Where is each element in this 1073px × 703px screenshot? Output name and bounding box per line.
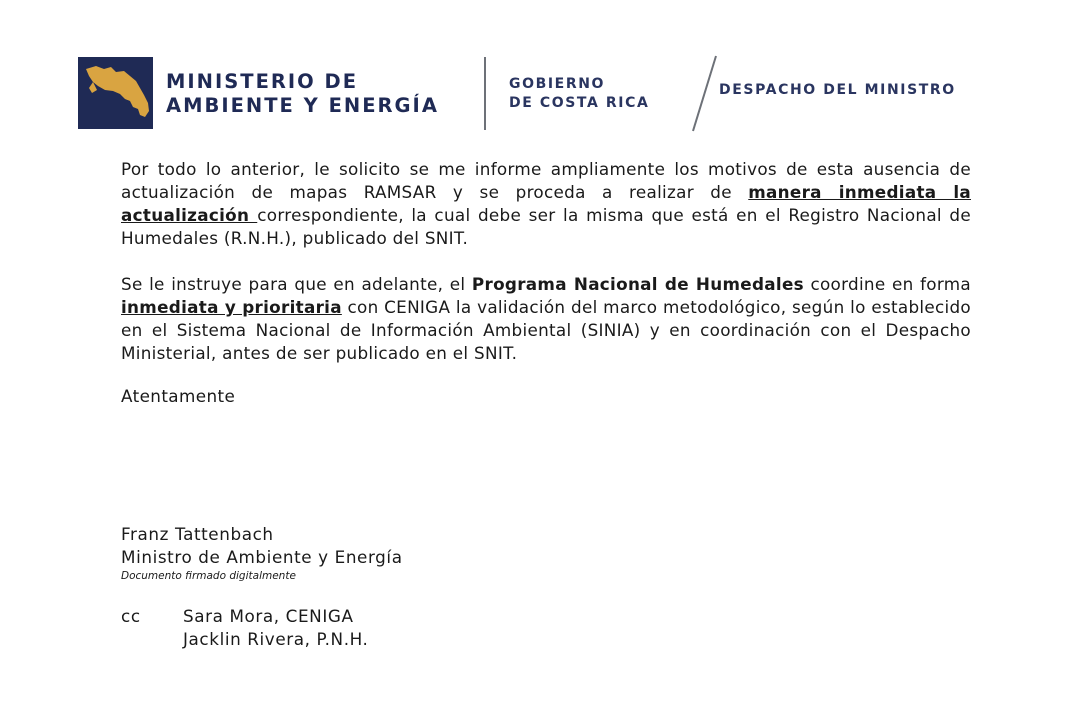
gov-line-1: GOBIERNO [509, 76, 606, 92]
p2-program-name: Programa Nacional de Humedales [471, 274, 804, 294]
ministry-logo [78, 57, 153, 129]
letterhead [0, 0, 1073, 150]
cc-recipient: Jacklin Rivera, P.N.H. [183, 629, 369, 649]
p2-emphasis: inmediata y prioritaria [121, 297, 342, 317]
letter-body [121, 158, 971, 388]
costa-rica-map-icon [78, 57, 153, 129]
closing: Atentamente [121, 386, 236, 406]
ministry-name [166, 70, 439, 118]
signature-block [121, 523, 403, 583]
p1-text-a: Por todo lo anterior, le solicito se me informe ampliamente los motivos de esta ausencia de actualización de mapas RAMSAR y se proceda a realizar de [121, 159, 971, 202]
signer-title: Ministro de Ambiente y Energía [121, 547, 403, 567]
government-name [509, 75, 649, 113]
p2-text-e: con CENIGA la validación del marco metodológico, según lo establecido en el Sistema Nacional de Información Ambiental (SINIA) y en coordinación con el Despacho Ministerial, antes de ser publicado en el SNIT. [121, 297, 971, 363]
slash-divider [688, 54, 718, 134]
gov-line-2: DE COSTA RICA [509, 95, 650, 111]
p2-text-a: Se le instruye para que en adelante, el [121, 274, 472, 294]
cc-label: cc [121, 606, 141, 626]
ministry-line-2: AMBIENTE Y ENERGÍA [166, 94, 439, 117]
p2-text-c: coordine en forma [803, 274, 972, 294]
paragraph-2 [121, 273, 971, 365]
digital-signature-note: Documento firmado digitalmente [121, 570, 296, 582]
signer-name: Franz Tattenbach [121, 524, 274, 544]
paragraph-1 [121, 158, 971, 250]
ministry-line-1: MINISTERIO DE [166, 70, 359, 93]
office-name: DESPACHO DEL MINISTRO [719, 82, 956, 98]
header-divider [484, 57, 486, 130]
p1-text-c: correspondiente, la cual debe ser la misma que está en el Registro Nacional de Humedales (R.N.H.), publicado del SNIT. [121, 205, 971, 248]
cc-recipients [183, 605, 369, 651]
p1-emphasis: manera inmediata la actualización [121, 182, 971, 225]
cc-recipient: Sara Mora, CENIGA [183, 606, 354, 626]
